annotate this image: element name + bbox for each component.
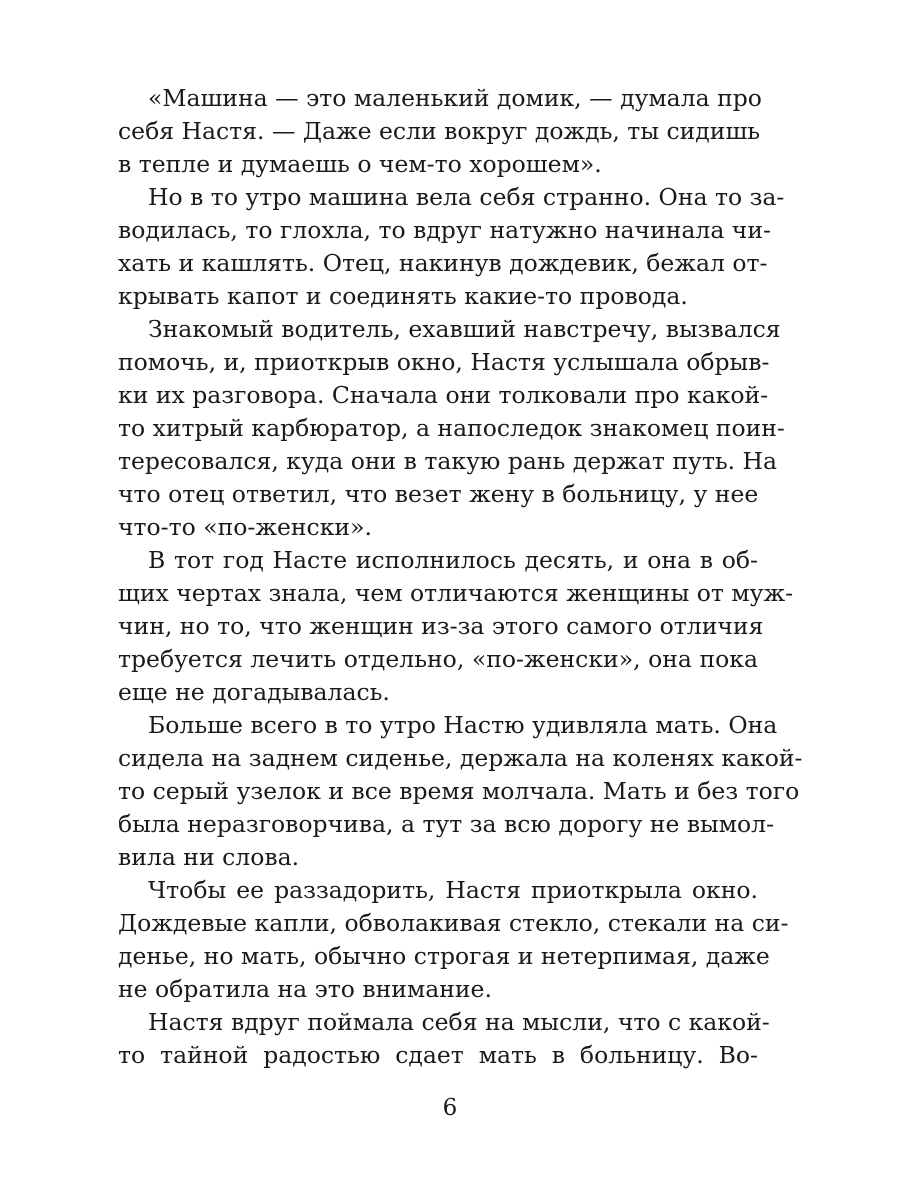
text-line: Но в то утро машина вела себя странно. Она то за-: [148, 183, 785, 211]
text-line: Настя вдруг поймала себя на мысли, что с какой-: [148, 1008, 770, 1036]
text-line: то серый узелок и все время молчала. Мать и без того: [118, 777, 800, 805]
text-line: в тепле и думаешь о чем-то хорошем».: [118, 150, 602, 178]
text-line: крывать капот и соединять какие-то провода.: [118, 282, 688, 310]
text-line: требуется лечить отдельно, «по-женски», она пока: [118, 645, 758, 673]
text-line: что-то «по-женски».: [118, 513, 372, 541]
text-line: Дождевые капли, обволакивая стекло, стекали на си-: [118, 909, 789, 937]
text-line: Чтобы ее раззадорить, Настя приоткрыла окно.: [148, 876, 758, 904]
text-line: денье, но мать, обычно строгая и нетерпимая, даже: [118, 942, 770, 970]
text-line: сидела на заднем сиденье, держала на коленях какой-: [118, 744, 803, 772]
text-line: себя Настя. — Даже если вокруг дождь, ты сидишь: [118, 117, 761, 145]
text-line: Знакомый водитель, ехавший навстречу, вызвался: [148, 315, 781, 343]
text-line: не обратила на это внимание.: [118, 975, 492, 1003]
text-line: «Машина — это маленький домик, — думала про: [148, 84, 762, 112]
text-line: Больше всего в то утро Настю удивляла мать. Она: [148, 711, 778, 739]
paragraph: [118, 709, 803, 874]
text-line: еще не догадывалась.: [118, 678, 390, 706]
paragraph: [118, 1006, 770, 1072]
text-line: была неразговорчива, а тут за всю дорогу не вымол-: [118, 810, 775, 838]
text-line: то хитрый карбюратор, а напоследок знакомец поин-: [118, 414, 785, 442]
text-line: вила ни слова.: [118, 843, 300, 871]
text-line: помочь, и, приоткрыв окно, Настя услышала обрыв-: [118, 348, 770, 376]
paragraph: [118, 181, 785, 313]
text-line: водилась, то глохла, то вдруг натужно начинала чи-: [118, 216, 771, 244]
body-text: [118, 82, 803, 1072]
paragraph: [118, 313, 785, 544]
paragraph: [118, 544, 794, 709]
text-line: щих чертах знала, чем отличаются женщины от муж-: [118, 579, 794, 607]
text-line: что отец ответил, что везет жену в больницу, у нее: [118, 480, 759, 508]
text-line: хать и кашлять. Отец, накинув дождевик, бежал от-: [118, 249, 768, 277]
text-line: чин, но то, что женщин из-за этого самого отличия: [118, 612, 764, 640]
text-line: В тот год Насте исполнилось десять, и она в об-: [148, 546, 758, 574]
page-number: 6: [442, 1095, 458, 1121]
text-line: тересовался, куда они в такую рань держат путь. На: [118, 447, 778, 475]
paragraph: [118, 82, 762, 181]
text-line: ки их разговора. Сначала они толковали про какой-: [118, 381, 769, 409]
paragraph: [118, 874, 789, 1006]
text-line: то тайной радостью сдает мать в больницу. Во-: [118, 1041, 758, 1069]
